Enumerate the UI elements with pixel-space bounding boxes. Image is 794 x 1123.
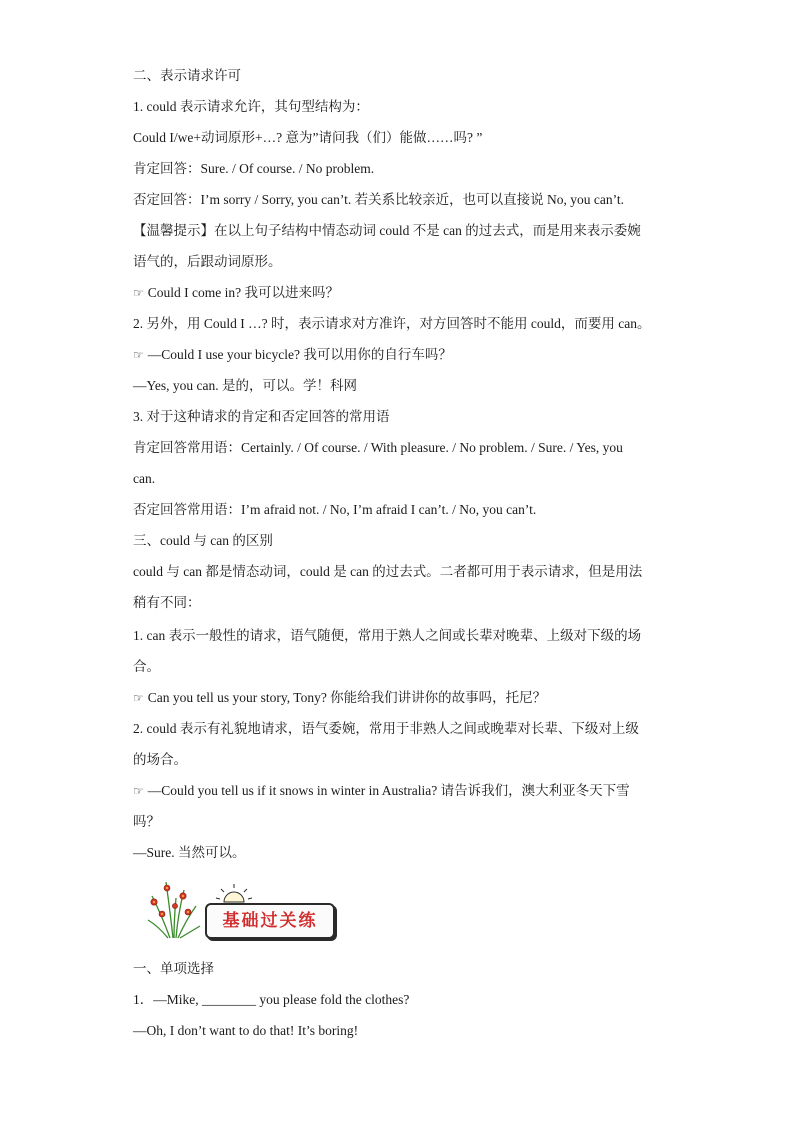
line-text: —Oh, I don’t want to do that! It’s boring! — [133, 1023, 359, 1038]
line-text: could 与 can 都是情态动词，could 是 can 的过去式。二者都可用于表示请求，但是用法 — [133, 564, 643, 579]
line-text: 二、表示请求许可 — [133, 68, 241, 83]
text-line-l11 — [133, 377, 673, 395]
line-text: 吗？ — [133, 814, 160, 829]
line-text: 3. 对于这种请求的肯定和否定回答的常用语 — [133, 409, 390, 424]
line-text: 1. could 表示请求允许，其句型结构为： — [133, 99, 369, 114]
line-text: can. — [133, 471, 156, 486]
text-line-l13 — [133, 439, 673, 457]
line-text: Could I/we+动词原形+…? 意为”请问我（们）能做……吗? ” — [133, 130, 483, 145]
text-line-l19 — [133, 627, 673, 645]
text-line-l04 — [133, 160, 673, 178]
text-line-e01 — [133, 960, 673, 978]
banner-title-box — [205, 903, 335, 939]
line-text: 否定回答常用语：I’m afraid not. / No, I’m afraid I can’t. / No, you can’t. — [133, 502, 537, 517]
line-text: 语气的，后跟动词原形。 — [133, 254, 282, 269]
line-text: 2. could 表示有礼貌地请求，语气委婉，常用于非熟人之间或晚辈对长辈、下级对上级 — [133, 721, 639, 736]
text-line-l03 — [133, 129, 673, 147]
section-banner — [140, 876, 340, 940]
text-line-l09 — [133, 315, 673, 333]
line-text: 三、could 与 can 的区别 — [133, 533, 273, 548]
line-text: 肯定回答：Sure. / Of course. / No problem. — [133, 161, 375, 176]
text-line-l26 — [133, 844, 673, 862]
line-text: 稍有不同： — [133, 595, 201, 610]
text-line-l12 — [133, 408, 673, 426]
text-line-e03 — [133, 1022, 673, 1040]
line-text: 一、单项选择 — [133, 961, 214, 976]
pointing-hand-icon: ☞ — [133, 286, 144, 300]
line-text: 1. can 表示一般性的请求，语气随便，常用于熟人之间或长辈对晚辈、上级对下级的场 — [133, 628, 642, 643]
line-text: Could I come in? 我可以进来吗？ — [147, 285, 339, 300]
pointing-hand-icon: ☞ — [133, 784, 144, 798]
text-line-l22 — [133, 720, 673, 738]
line-text: —Sure. 当然可以。 — [133, 845, 246, 860]
text-line-l15 — [133, 501, 673, 519]
line-text: —Could you tell us if it snows in winter in Australia? 请告诉我们，澳大利亚冬天下雪 — [147, 783, 630, 798]
pointing-hand-icon: ☞ — [133, 348, 144, 362]
banner-title: 基础过关练 — [222, 911, 318, 931]
text-line-l14 — [133, 470, 673, 488]
line-text: —Yes, you can. 是的，可以。学！科网 — [133, 378, 358, 393]
text-line-l05 — [133, 191, 673, 209]
line-text: —Could I use your bicycle? 我可以用你的自行车吗？ — [147, 347, 452, 362]
line-text: 肯定回答常用语：Certainly. / Of course. / With pleasure. / No problem. / Sure. / Yes, you — [133, 440, 623, 455]
text-line-l07 — [133, 253, 673, 271]
line-text: 【温馨提示】在以上句子结构中情态动词 could 不是 can 的过去式，而是用来表示委婉 — [133, 223, 641, 238]
text-line-l25 — [133, 813, 673, 831]
line-text: 2. 另外，用 Could I …? 时，表示请求对方准许，对方回答时不能用 could，而要用 can。 — [133, 316, 651, 331]
text-line-l21 — [133, 689, 673, 707]
line-text: 1．—Mike, ________ you please fold the clothes? — [133, 992, 410, 1007]
text-line-l20 — [133, 658, 673, 676]
text-line-l08 — [133, 284, 673, 302]
text-line-l02 — [133, 98, 673, 116]
text-line-l17 — [133, 563, 673, 581]
sun-icon — [216, 884, 252, 902]
text-line-l18 — [133, 594, 673, 612]
text-line-e02 — [133, 991, 673, 1009]
text-line-l16 — [133, 532, 673, 550]
text-line-l23 — [133, 751, 673, 769]
line-text: Can you tell us your story, Tony? 你能给我们讲讲你的故事吗，托尼？ — [147, 690, 547, 705]
text-line-l01 — [133, 67, 673, 85]
line-text: 否定回答：I’m sorry / Sorry, you can’t. 若关系比较亲近，也可以直接说 No, you can’t. — [133, 192, 624, 207]
text-line-l24 — [133, 782, 673, 800]
text-line-l06 — [133, 222, 673, 240]
line-text: 的场合。 — [133, 752, 187, 767]
pointing-hand-icon: ☞ — [133, 691, 144, 705]
line-text: 合。 — [133, 659, 160, 674]
text-line-l10 — [133, 346, 673, 364]
